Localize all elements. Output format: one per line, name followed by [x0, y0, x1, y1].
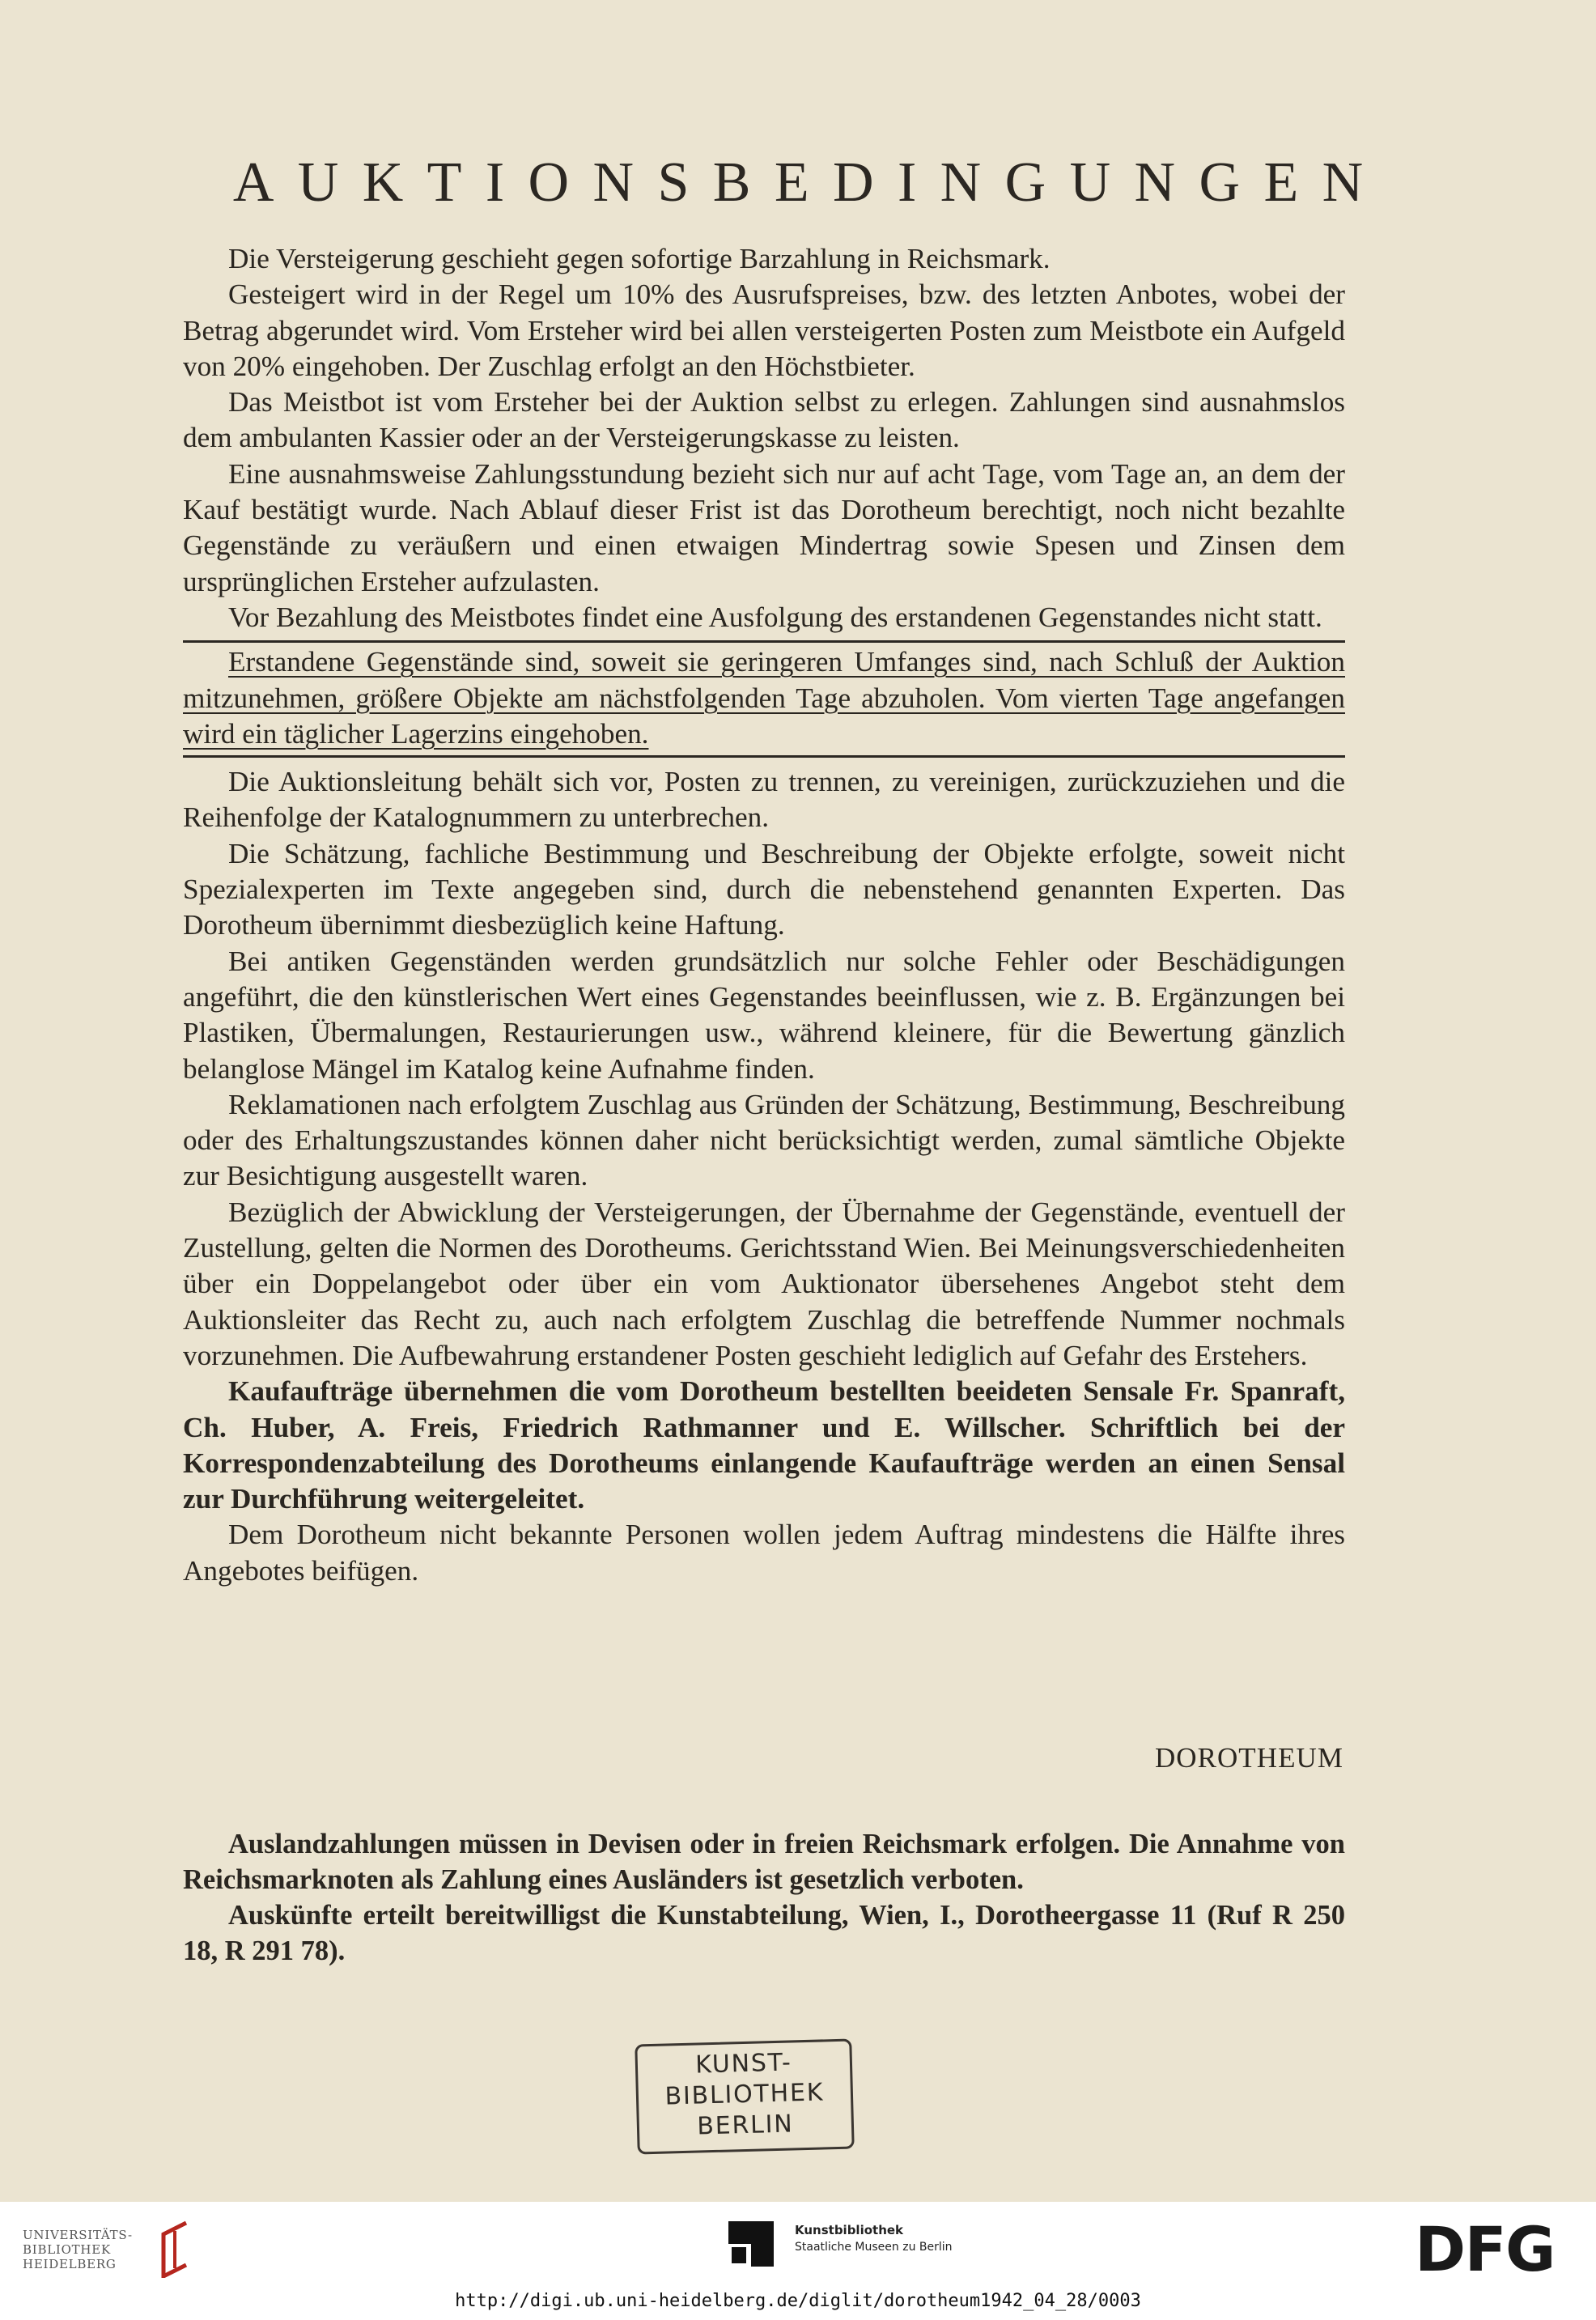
page-url[interactable]: http://digi.ub.uni-heidelberg.de/diglit/dorotheum1942_04_28/0003 [455, 2291, 1141, 2311]
paragraph-deferral: Eine ausnahmsweise Zahlungsstundung bezieht sich nur auf acht Tage, vom Tage an, an dem der Kauf bestätigt wurde. Nach Ablauf dieser Frist ist das Dorotheum berechtigt, noch nicht bezahlte Gegenstände zu veräußern und einen etwaigen Mindertrag sowie Spesen und Zinsen dem ursprünglichen Ersteher aufzulasten. [183, 457, 1345, 597]
kunstbibliothek-subtitle: Staatliche Museen zu Berlin [795, 2241, 953, 2254]
ub-logo-line: HEIDELBERG [23, 2257, 117, 2271]
stamp-line: KUNST- [694, 2048, 793, 2080]
ub-logo-line: UNIVERSITÄTS- [23, 2228, 133, 2242]
footnote-foreign-payments: Auslandzahlungen müssen in Devisen oder in freien Reichsmark erfolgen. Die Annahme von Reichsmarknoten als Zahlung eines Ausländers ist gesetzlich verboten. [183, 1829, 1345, 1895]
library-stamp [635, 2039, 854, 2155]
paragraph-jurisdiction: Bezüglich der Abwicklung der Versteigerungen, der Übernahme der Gegenstände, eventuell der Zustellung, gelten die Normen des Dorotheums. Gerichtsstand Wien. Bei Meinungsverschiedenheiten über ein Doppelangebot oder über ein vom Auktionator übersehenes Angebot steht dem Auktionsleiter das Recht zu, auch nach erfolgtem Zuschlag die betreffende Nummer nochmals vorzunehmen. Die Aufbewahrung erstandener Posten geschieht lediglich auf Gefahr des Erstehers. [183, 1196, 1345, 1371]
kunstbibliothek-label[interactable] [795, 2223, 953, 2254]
footnote [183, 1826, 1345, 1969]
paragraph-payment: Die Versteigerung geschieht gegen sofortige Barzahlung in Reichsmark. [228, 243, 1051, 274]
kunstbibliothek-title: Kunstbibliothek [795, 2223, 904, 2237]
paragraph-complaints: Reklamationen nach erfolgtem Zuschlag aus Gründen der Schätzung, Bestimmung, Beschreibung oder des Erhaltungszustandes können daher nicht berücksichtigt werden, zumal sämtliche Objekte zur Besichtigung ausgestellt waren. [183, 1088, 1345, 1192]
stamp-line: BERLIN [696, 2110, 794, 2141]
kunstbibliothek-logo-icon [728, 2221, 774, 2267]
ub-emblem-icon [154, 2220, 191, 2278]
dfg-logo[interactable]: DFG [1415, 2213, 1555, 2285]
auction-terms-body [183, 241, 1345, 1589]
signature: DOROTHEUM [1154, 1742, 1343, 1774]
paragraph-defects: Bei antiken Gegenständen werden grundsätzlich nur solche Fehler oder Beschädigungen angeführt, die den künstlerischen Wert eines Gegenstandes beeinflussen, wie z. B. Ergänzungen bei Plastiken, Übermalungen, Restaurierungen usw., während kleinere, für die Bewertung gänzlich belanglose Mängel im Katalog keine Aufnahme finden. [183, 945, 1345, 1085]
ub-logo-line: BIBLIOTHEK [23, 2242, 111, 2257]
page-heading: AUKTIONSBEDINGUNGEN [232, 151, 1387, 214]
paragraph-reservation: Die Auktionsleitung behält sich vor, Posten zu trennen, zu vereinigen, zurückzuziehen und die Reihenfolge der Katalognummern zu unterbrechen. [183, 766, 1345, 834]
paragraph-settlement: Das Meistbot ist vom Ersteher bei der Auktion selbst zu erlegen. Zahlungen sind ausnahmslos dem ambulanten Kassier oder an der Versteigerungskasse zu leisten. [183, 386, 1345, 454]
footnote-contact: Auskünfte erteilt bereitwilligst die Kunstabteilung, Wien, I., Dorotheergasse 11 (Ruf R 250 18, R 291 78). [183, 1900, 1345, 1966]
paragraph-delivery: Vor Bezahlung des Meistbotes findet eine Ausfolgung des erstandenen Gegenstandes nicht statt. [228, 601, 1322, 633]
paragraph-bidding: Gesteigert wird in der Regel um 10% des Ausrufspreises, bzw. des letzten Anbotes, wobei der Betrag abgerundet wird. Vom Ersteher wird bei allen versteigerten Posten zum Meistbote ein Aufgeld von 20% eingehoben. Der Zuschlag erfolgt an den Höchstbieter. [183, 278, 1345, 382]
paragraph-appraisal: Die Schätzung, fachliche Bestimmung und Beschreibung der Objekte erfolgte, soweit nicht Spezialexperten im Texte angegeben sind, durch die nebenstehend genannten Experten. Das Dorotheum übernimmt diesbezüglich keine Haftung. [183, 837, 1345, 941]
paragraph-brokers: Kaufaufträge übernehmen die vom Dorotheum bestellten beeideten Sensale Fr. Spanraft, Ch. Huber, A. Freis, Friedrich Rathmanner und E. Willscher. Schriftlich bei der Korrespondenzabteilung des Dorotheums einlangende Kaufaufträge werden an einen Sensal zur Durchführung weitergeleitet. [183, 1375, 1345, 1515]
paragraph-deposit: Dem Dorotheum nicht bekannte Personen wollen jedem Auftrag mindestens die Hälfte ihres Angebotes beifügen. [183, 1519, 1345, 1587]
ub-heidelberg-logo[interactable] [23, 2228, 133, 2271]
paragraph-collection: Erstandene Gegenstände sind, soweit sie geringeren Umfanges sind, nach Schluß der Auktion mitzunehmen, größere Objekte am nächstfolgenden Tage abzuholen. Vom vierten Tage angefangen wird ein täglicher Lagerzins eingehoben. [183, 640, 1345, 758]
stamp-line: BIBLIOTHEK [664, 2078, 825, 2111]
